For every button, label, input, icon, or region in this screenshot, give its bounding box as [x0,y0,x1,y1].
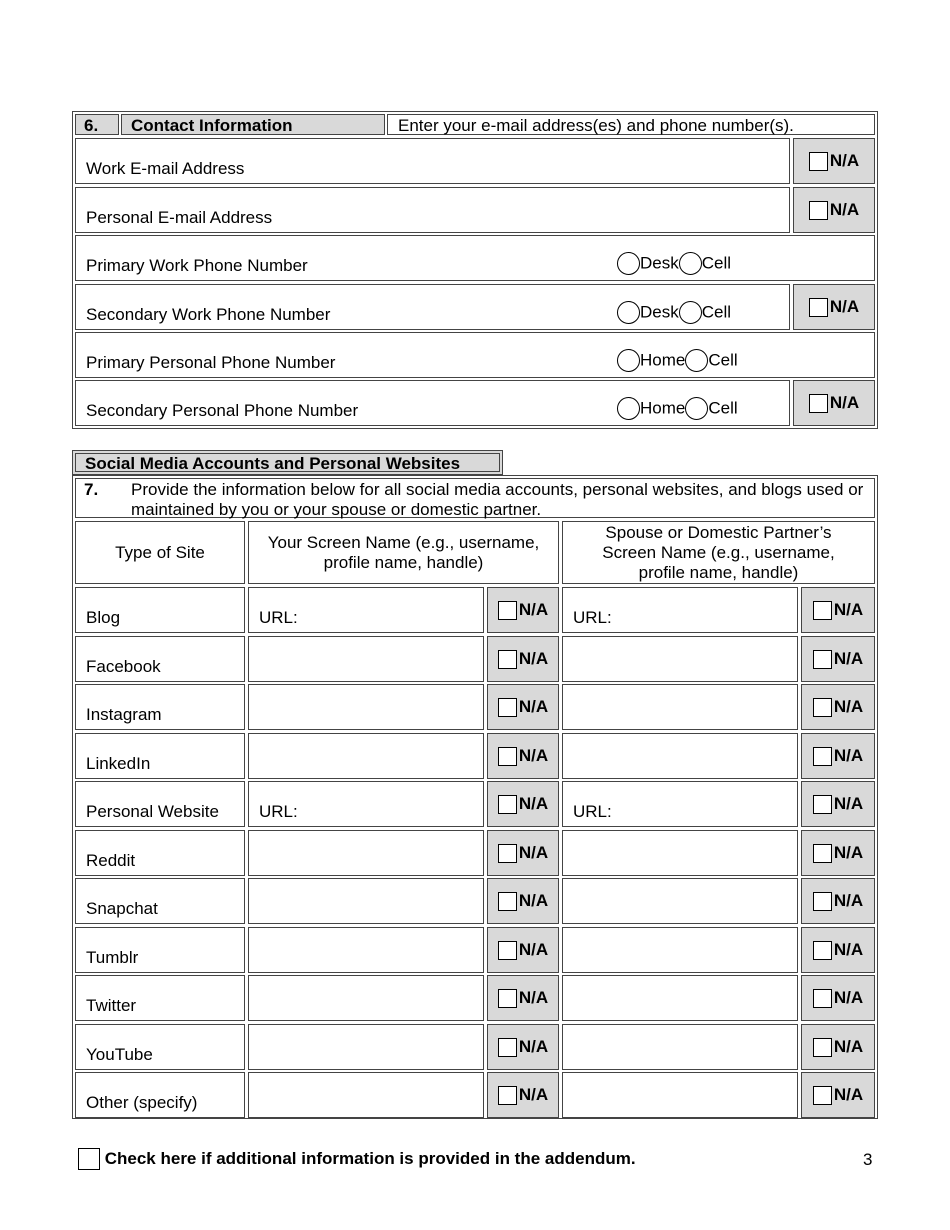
header-spouse-screen-name [562,521,875,584]
primary-work-phone-label: Primary Work Phone Number [86,256,308,275]
your-na-cell [487,878,559,924]
desk-radio[interactable] [617,252,640,275]
na-label: N/A [518,746,549,765]
your-na-checkbox[interactable] [498,698,517,717]
spouse-na-cell [801,781,875,827]
spouse-na-cell [801,1024,875,1070]
section-6-title: Contact Information [131,116,293,135]
your-na-cell [487,781,559,827]
your-na-cell [487,1024,559,1070]
primary-personal-phone-label: Primary Personal Phone Number [86,353,336,372]
na-label: N/A [829,200,860,219]
addendum-row [78,1148,636,1170]
your-screen-name-input[interactable] [248,927,484,973]
primary-work-phone-type [617,252,731,275]
desk-radio[interactable] [617,301,640,324]
na-label: N/A [518,1085,549,1104]
na-label: N/A [518,940,549,959]
your-na-checkbox[interactable] [498,795,517,814]
spouse-screen-name-input[interactable] [562,733,798,779]
secondary-personal-phone-na [793,380,875,426]
cell-radio[interactable] [679,301,702,324]
site-name: Personal Website [86,802,219,821]
site-name: Reddit [86,851,136,870]
spouse-na-checkbox[interactable] [813,989,832,1008]
your-na-cell [487,1072,559,1118]
your-screen-name-input[interactable] [248,781,484,827]
spouse-na-cell [801,636,875,682]
na-label: N/A [833,697,864,716]
home-label: Home [640,398,686,418]
your-screen-name-input[interactable] [248,878,484,924]
na-label: N/A [833,1085,864,1104]
site-name: Twitter [86,996,137,1015]
section-7-instruction: Provide the information below for all social media accounts, personal websites, and blogs used or maintained by you or your spouse or domestic partner. [131,480,864,519]
secondary-personal-phone-type [617,397,738,420]
na-label: N/A [518,1037,549,1056]
spouse-screen-name-input[interactable] [562,781,798,827]
spouse-na-checkbox[interactable] [813,844,832,863]
secondary-personal-phone-label: Secondary Personal Phone Number [86,401,359,420]
secondary-personal-phone-na-checkbox[interactable] [809,394,828,413]
na-label: N/A [833,891,864,910]
na-label: N/A [518,649,549,668]
spouse-screen-name-input[interactable] [562,927,798,973]
desk-label: Desk [640,253,679,273]
spouse-na-cell [801,684,875,730]
personal-email-field[interactable] [75,187,790,233]
site-type-cell [75,878,245,924]
spouse-na-checkbox[interactable] [813,747,832,766]
header-yours-label: Your Screen Name (e.g., username, profile name, handle) [267,532,540,572]
spouse-screen-name-input[interactable] [562,1024,798,1070]
site-type-cell [75,733,245,779]
spouse-screen-name-input[interactable] [562,830,798,876]
header-spouse-label: Spouse or Domestic Partner’s Screen Name (e.g., username, profile name, handle) [602,522,835,582]
na-label: N/A [833,746,864,765]
na-label: N/A [829,297,860,316]
section-7-instruction-cell [75,478,875,518]
cell-radio[interactable] [679,252,702,275]
spouse-na-cell [801,927,875,973]
url-label: URL: [573,608,612,627]
home-radio[interactable] [617,349,640,372]
spouse-na-checkbox[interactable] [813,1038,832,1057]
your-screen-name-input[interactable] [248,975,484,1021]
your-na-checkbox[interactable] [498,844,517,863]
spouse-na-checkbox[interactable] [813,650,832,669]
personal-email-na [793,187,875,233]
na-label: N/A [518,794,549,813]
spouse-screen-name-input[interactable] [562,878,798,924]
secondary-work-phone-na [793,284,875,330]
your-na-checkbox[interactable] [498,1086,517,1105]
na-label: N/A [833,940,864,959]
primary-work-phone-field[interactable] [75,235,875,281]
secondary-work-phone-type [617,301,731,324]
site-type-cell [75,975,245,1021]
cell-label: Cell [701,253,732,273]
site-name: Instagram [86,705,162,724]
primary-personal-phone-type [617,349,738,372]
site-name: YouTube [86,1045,153,1064]
na-label: N/A [833,988,864,1007]
na-label: N/A [833,1037,864,1056]
na-label: N/A [518,988,549,1007]
na-label: N/A [833,649,864,668]
your-na-cell [487,927,559,973]
work-email-na-checkbox[interactable] [809,152,828,171]
spouse-na-cell [801,733,875,779]
work-email-label: Work E-mail Address [86,159,245,178]
your-na-checkbox[interactable] [498,941,517,960]
cell-label: Cell [701,302,732,322]
your-screen-name-input[interactable] [248,1072,484,1118]
spouse-na-checkbox[interactable] [813,698,832,717]
spouse-screen-name-input[interactable] [562,587,798,633]
desk-label: Desk [640,302,679,322]
header-type-of-site [75,521,245,584]
na-label: N/A [833,843,864,862]
na-label: N/A [829,393,860,412]
url-label: URL: [259,608,298,627]
your-screen-name-input[interactable] [248,1024,484,1070]
site-type-cell [75,1072,245,1118]
spouse-na-checkbox[interactable] [813,601,832,620]
section-6-number-cell [75,114,119,135]
na-label: N/A [833,600,864,619]
na-label: N/A [518,600,549,619]
header-your-screen-name [248,521,559,584]
your-screen-name-input[interactable] [248,733,484,779]
primary-personal-phone-field[interactable] [75,332,875,378]
site-type-cell [75,684,245,730]
na-label: N/A [833,794,864,813]
secondary-work-phone-label: Secondary Work Phone Number [86,305,331,324]
section-6-instruction: Enter your e-mail address(es) and phone number(s). [398,116,794,135]
site-name: Blog [86,608,121,627]
section-6-title-cell [121,114,385,135]
spouse-na-checkbox[interactable] [813,892,832,911]
cell-label: Cell [708,398,738,418]
spouse-na-cell [801,975,875,1021]
site-name: LinkedIn [86,754,151,773]
site-type-cell [75,636,245,682]
spouse-na-cell [801,1072,875,1118]
spouse-screen-name-input[interactable] [562,636,798,682]
na-label: N/A [518,843,549,862]
your-na-checkbox[interactable] [498,747,517,766]
your-screen-name-input[interactable] [248,684,484,730]
site-type-cell [75,830,245,876]
spouse-na-cell [801,830,875,876]
your-na-cell [487,975,559,1021]
cell-radio[interactable] [685,397,708,420]
site-name: Other (specify) [86,1093,198,1112]
page-number: 3 [863,1150,873,1169]
site-type-cell [75,587,245,633]
site-type-cell [75,781,245,827]
work-email-field[interactable] [75,138,790,184]
your-na-cell [487,636,559,682]
site-name: Facebook [86,657,161,676]
your-na-checkbox[interactable] [498,601,517,620]
section-6-number: 6. [84,116,99,135]
header-type-label: Type of Site [115,542,205,562]
site-name: Tumblr [86,948,139,967]
personal-email-label: Personal E-mail Address [86,208,273,227]
cell-radio[interactable] [685,349,708,372]
personal-email-na-checkbox[interactable] [809,201,828,220]
your-na-cell [487,587,559,633]
spouse-na-checkbox[interactable] [813,795,832,814]
spouse-screen-name-input[interactable] [562,684,798,730]
your-na-checkbox[interactable] [498,989,517,1008]
your-na-cell [487,684,559,730]
na-label: N/A [518,697,549,716]
your-na-cell [487,733,559,779]
your-na-checkbox[interactable] [498,1038,517,1057]
section-6-instruction-cell [387,114,875,135]
home-radio[interactable] [617,397,640,420]
spouse-na-cell [801,587,875,633]
na-label: N/A [829,151,860,170]
addendum-checkbox[interactable] [78,1148,100,1170]
your-screen-name-input[interactable] [248,830,484,876]
home-label: Home [640,350,686,370]
site-type-cell [75,1024,245,1070]
addendum-label: Check here if additional information is provided in the addendum. [104,1149,636,1168]
url-label: URL: [573,802,612,821]
spouse-na-checkbox[interactable] [813,1086,832,1105]
spouse-na-checkbox[interactable] [813,941,832,960]
url-label: URL: [259,802,298,821]
na-label: N/A [518,891,549,910]
social-media-title-tab [72,450,503,475]
your-na-checkbox[interactable] [498,650,517,669]
site-type-cell [75,927,245,973]
cell-label: Cell [708,350,738,370]
your-na-cell [487,830,559,876]
secondary-work-phone-na-checkbox[interactable] [809,298,828,317]
your-screen-name-input[interactable] [248,636,484,682]
spouse-screen-name-input[interactable] [562,975,798,1021]
spouse-screen-name-input[interactable] [562,1072,798,1118]
section-7-number: 7. [84,480,99,499]
section-7-title: Social Media Accounts and Personal Websites [85,454,461,473]
your-screen-name-input[interactable] [248,587,484,633]
spouse-na-cell [801,878,875,924]
site-name: Snapchat [86,899,158,918]
your-na-checkbox[interactable] [498,892,517,911]
work-email-na [793,138,875,184]
